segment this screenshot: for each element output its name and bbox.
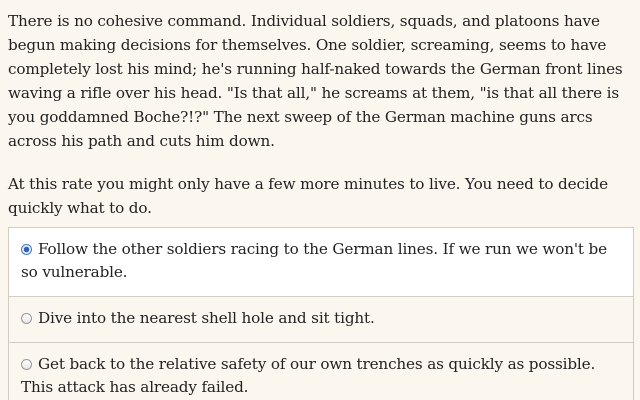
choice-follow-soldiers[interactable] — [9, 228, 633, 297]
radio-selected-icon[interactable] — [21, 244, 32, 255]
story-paragraph: At this rate you might only have a few more minutes to live. You need to decide quickly what to do. — [8, 175, 608, 217]
story-text — [8, 9, 632, 239]
radio-unselected-icon[interactable] — [21, 359, 32, 370]
choice-list — [8, 227, 634, 400]
choice-label: Get back to the relative safety of our own trenches as quickly as possible. This attack has already failed. — [21, 355, 596, 396]
choice-label: Follow the other soldiers racing to the German lines. If we run we won't be so vulnerable. — [21, 240, 607, 281]
choice-label: Dive into the nearest shell hole and sit tight. — [38, 309, 375, 327]
choice-retreat-trenches[interactable] — [9, 343, 633, 400]
choice-dive-shell-hole[interactable] — [9, 297, 633, 343]
radio-unselected-icon[interactable] — [21, 313, 32, 324]
story-paragraph: There is no cohesive command. Individual soldiers, squads, and platoons have begun making decisions for themselves. One soldier, screaming, seems to have completely lost his mind; he's running half-naked towards the German front lines waving a rifle over his head. "Is that all," he screams at them, "is that all there is you goddamned Boche?!?" The next sweep of the German machine guns arcs across his path and cuts him down. — [8, 12, 623, 150]
